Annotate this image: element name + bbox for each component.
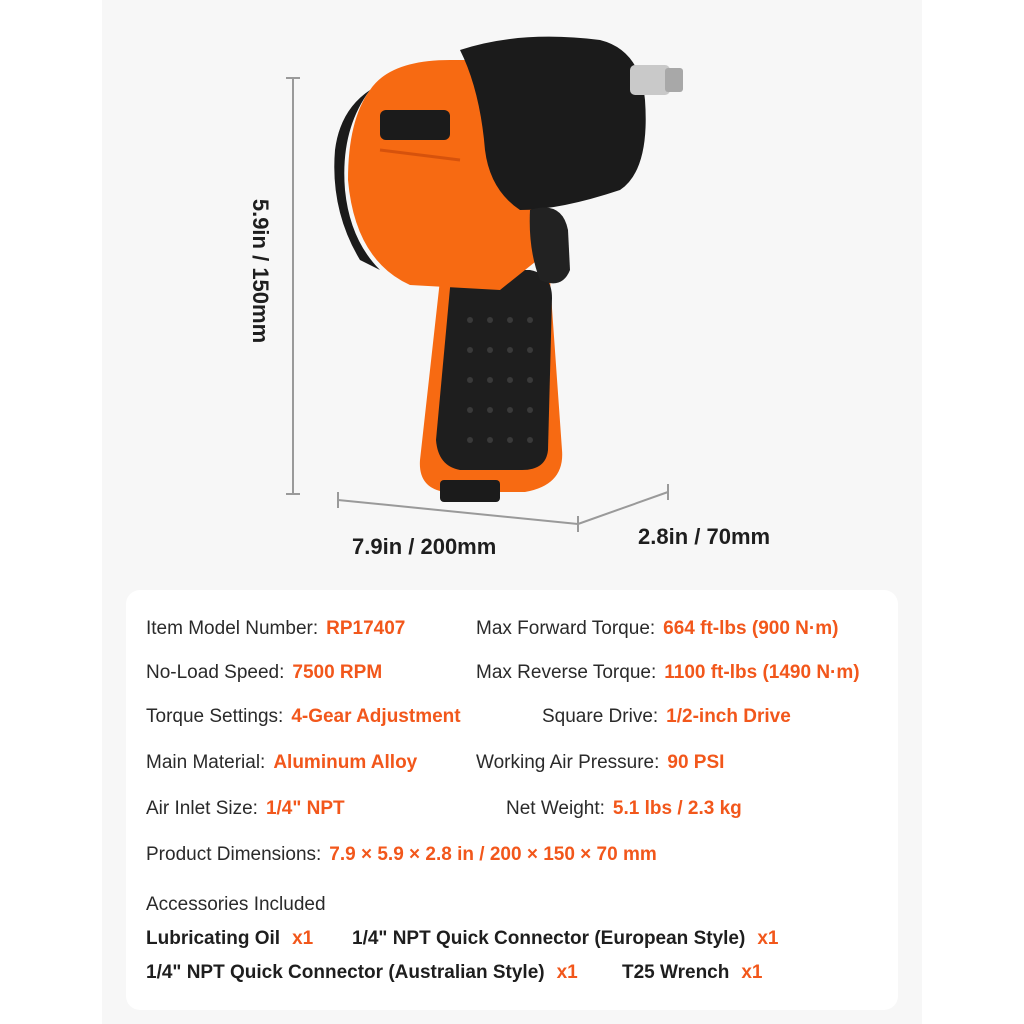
accessory-qty: x1 xyxy=(757,928,779,949)
spec-speed-label: No-Load Speed: xyxy=(146,662,285,683)
spec-card xyxy=(126,590,898,1010)
accessory-item xyxy=(146,962,578,984)
spec-torque-settings xyxy=(146,706,461,728)
spec-air-inlet-value: 1/4" NPT xyxy=(265,798,345,819)
left-margin xyxy=(0,0,102,1024)
accessory-item xyxy=(622,962,763,984)
height-dimension-label: 5.9in / 150mm xyxy=(248,198,273,344)
accessory-name: 1/4" NPT Quick Connector (Australian Style) xyxy=(146,962,545,983)
spec-air-inlet-label: Air Inlet Size: xyxy=(146,798,258,819)
spec-forward-torque xyxy=(476,618,838,640)
spec-forward-torque-value: 664 ft-lbs (900 N·m) xyxy=(663,618,839,639)
accessory-name: T25 Wrench xyxy=(622,962,730,983)
spec-net-weight xyxy=(506,798,742,820)
spec-air-pressure xyxy=(476,752,724,774)
spec-square-drive-label: Square Drive: xyxy=(542,706,659,727)
spec-net-weight-value: 5.1 lbs / 2.3 kg xyxy=(612,798,742,819)
accessory-qty: x1 xyxy=(292,928,314,949)
spec-product-dimensions xyxy=(146,844,657,866)
spec-square-drive xyxy=(542,706,791,728)
spec-net-weight-label: Net Weight: xyxy=(506,798,605,819)
spec-product-dimensions-label: Product Dimensions: xyxy=(146,844,322,865)
accessory-qty: x1 xyxy=(556,962,578,983)
spec-square-drive-value: 1/2-inch Drive xyxy=(666,706,791,727)
spec-model-value: RP17407 xyxy=(326,618,406,639)
air-impact-wrench-illustration xyxy=(300,30,700,510)
height-dimension-cap-top xyxy=(286,77,300,79)
accessory-name: 1/4" NPT Quick Connector (European Style) xyxy=(352,928,746,949)
spec-reverse-torque-label: Max Reverse Torque: xyxy=(476,662,657,683)
spec-speed xyxy=(146,662,382,684)
accessory-item xyxy=(146,928,313,950)
spec-material xyxy=(146,752,417,774)
accessory-item xyxy=(352,928,778,950)
accessory-qty: x1 xyxy=(741,962,763,983)
spec-speed-value: 7500 RPM xyxy=(292,662,383,683)
right-margin xyxy=(922,0,1024,1024)
spec-air-inlet xyxy=(146,798,345,820)
spec-air-pressure-value: 90 PSI xyxy=(667,752,725,773)
spec-forward-torque-label: Max Forward Torque: xyxy=(476,618,656,639)
length-dimension-label: 7.9in / 200mm xyxy=(352,534,497,559)
spec-material-value: Aluminum Alloy xyxy=(273,752,418,773)
accessory-name: Lubricating Oil xyxy=(146,928,281,949)
height-dimension-cap-bottom xyxy=(286,493,300,495)
spec-product-dimensions-value: 7.9 × 5.9 × 2.8 in / 200 × 150 × 70 mm xyxy=(329,844,657,865)
spec-reverse-torque-value: 1100 ft-lbs (1490 N·m) xyxy=(664,662,860,683)
spec-reverse-torque xyxy=(476,662,860,684)
spec-torque-settings-value: 4-Gear Adjustment xyxy=(291,706,461,727)
width-dimension-label: 2.8in / 70mm xyxy=(638,524,771,549)
spec-model xyxy=(146,618,405,640)
spec-material-label: Main Material: xyxy=(146,752,266,773)
spec-air-pressure-label: Working Air Pressure: xyxy=(476,752,660,773)
spec-model-label: Item Model Number: xyxy=(146,618,319,639)
spec-torque-settings-label: Torque Settings: xyxy=(146,706,284,727)
accessories-title: Accessories Included xyxy=(146,894,326,915)
height-dimension-line xyxy=(292,78,294,494)
